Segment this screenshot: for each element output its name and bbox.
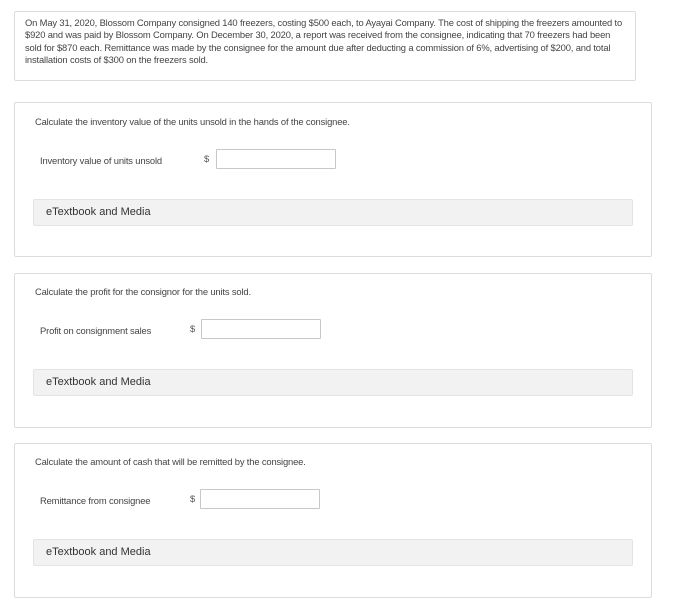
field-label: Profit on consignment sales — [40, 325, 152, 336]
etextbook-media-button[interactable]: eTextbook and Media — [33, 199, 633, 226]
question-prompt: Calculate the profit for the consignor for the units sold. — [35, 286, 251, 297]
question-card-profit — [14, 273, 652, 428]
problem-text: On May 31, 2020, Blossom Company consigned 140 freezers, costing $500 each, to Ayayai Company. The cost of shipping the freezers amounted to $920 and was paid by Blossom Company. On December 30, 2020, a report was received from the consignee, indicating that 70 freezers had been sold for $870 each. Remittance was made by the consignee for the amount due after deducting a commission of 6%, advertising of $200, and total installation costs of $300 on the freezers sold. — [25, 17, 623, 65]
question-prompt: Calculate the inventory value of the units unsold in the hands of the consignee. — [35, 116, 350, 127]
field-label: Remittance from consignee — [40, 495, 151, 506]
etextbook-media-button[interactable]: eTextbook and Media — [33, 369, 633, 396]
remittance-input[interactable] — [200, 489, 320, 509]
question-card-remittance — [14, 443, 652, 598]
question-prompt: Calculate the amount of cash that will be remitted by the consignee. — [35, 456, 306, 467]
problem-statement — [14, 11, 636, 81]
profit-input[interactable] — [201, 319, 321, 339]
inventory-value-input[interactable] — [216, 149, 336, 169]
etextbook-media-button[interactable]: eTextbook and Media — [33, 539, 633, 566]
currency-symbol: $ — [190, 493, 196, 504]
question-card-inventory — [14, 102, 652, 257]
currency-symbol: $ — [190, 323, 196, 334]
currency-symbol: $ — [204, 153, 210, 164]
field-label: Inventory value of units unsold — [40, 155, 162, 166]
